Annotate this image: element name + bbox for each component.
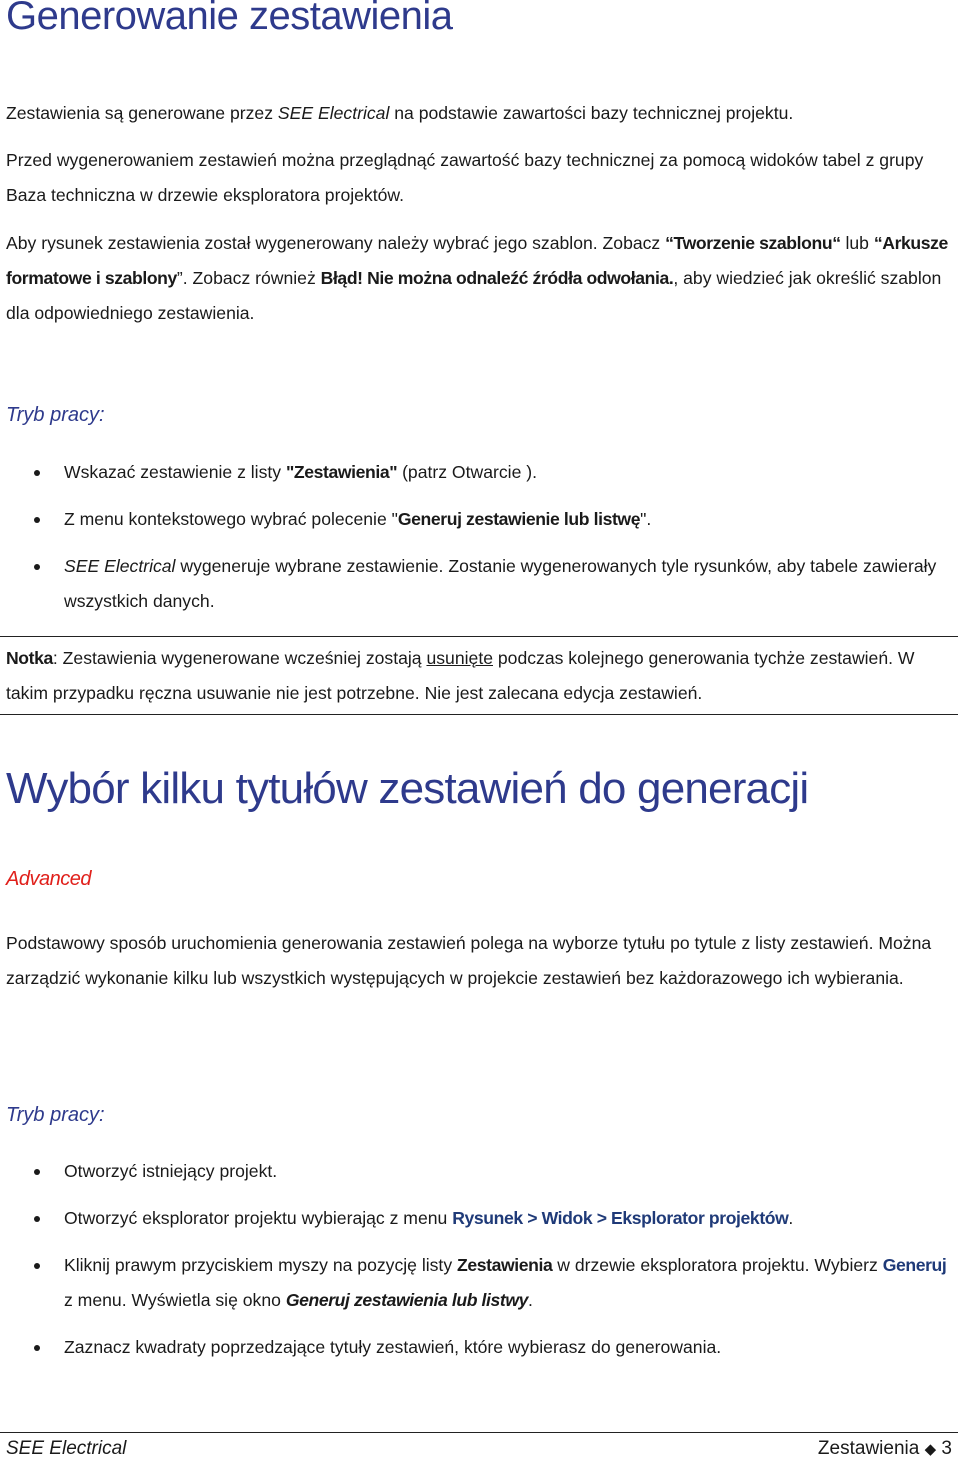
template-text-d: , aby wiedzieć jak określić szablon dla odpowiedniego zestawienia. — [6, 268, 942, 323]
diamond-icon: ◆ — [924, 1441, 937, 1458]
step-text: (patrz Otwarcie ). — [397, 462, 537, 482]
quote-close-2: ” — [176, 268, 183, 288]
bullet-icon — [34, 470, 40, 476]
quote-open-1: “ — [665, 233, 674, 253]
footer-section: Zestawienia — [817, 1438, 920, 1459]
preview-paragraph: Przed wygenerowaniem zestawień można przeglądnąć zawartość bazy technicznej za pomocą widoków tabel z grupy Baza techniczna w drzewie eksploratora projektów. — [6, 150, 924, 205]
step-text: z menu. Wyświetla się okno — [64, 1290, 286, 1310]
link-arkusze-formatowe[interactable]: Arkusze formatowe i szablony — [6, 233, 948, 288]
steps-list-1 — [0, 455, 950, 631]
intro-text-a: Zestawienia są generowane przez — [6, 103, 278, 123]
step-text: Z menu kontekstowego wybrać polecenie " — [64, 509, 398, 529]
generuj-link[interactable]: Generuj — [882, 1255, 947, 1275]
bullet-icon — [34, 517, 40, 523]
step-text: Kliknij prawym przyciskiem myszy na pozycję listy — [64, 1255, 458, 1275]
quote-open-2: “ — [873, 233, 883, 253]
step-text: Wskazać zestawienie z listy — [64, 462, 286, 482]
bullet-icon — [34, 1263, 40, 1269]
step-text: Otworzyć eksplorator projektu wybierając z menu — [64, 1208, 453, 1228]
steps-list-2 — [0, 1154, 950, 1377]
link-broken-reference[interactable]: Błąd! Nie można odnaleźć źródła odwołania. — [320, 268, 674, 288]
step-text: Zaznacz kwadraty poprzedzające tytuły zestawień, które wybierasz do generowania. — [64, 1337, 722, 1357]
list-item — [0, 1154, 950, 1189]
step-text: ". — [640, 509, 652, 529]
bullet-icon — [34, 1216, 40, 1222]
step-text: w drzewie eksploratora projektu. Wybierz — [552, 1255, 883, 1275]
list-item — [0, 1330, 950, 1365]
menu-path-link[interactable]: Rysunek > Widok > Eksplorator projektów — [452, 1208, 789, 1228]
intro-text-b: na podstawie zawartości bazy technicznej projektu. — [389, 103, 794, 123]
bullet-icon — [34, 1345, 40, 1351]
footer-divider — [0, 1432, 958, 1433]
note-label: Notka — [6, 648, 53, 668]
bullet-icon — [34, 1169, 40, 1175]
bullet-icon — [34, 564, 40, 570]
intro-paragraph — [6, 96, 951, 131]
mode-heading-1: Tryb pracy: — [6, 404, 105, 426]
quote-close-1: “ — [832, 233, 841, 253]
note-text-b: podczas kolejnego generowania tychże zestawień. W takim przypadku ręczna usuwanie nie jest potrzebne. Nie jest zalecana edycja zestawień. — [6, 648, 915, 703]
note-text-a: : Zestawienia wygenerowane wcześniej zostają — [52, 648, 427, 668]
product-name: SEE Electrical — [64, 556, 176, 576]
advanced-badge: Advanced — [6, 868, 91, 890]
section-title-generowanie: Generowanie zestawienia — [6, 0, 453, 38]
step-text: wygeneruje wybrane zestawienie. Zostanie wygenerowanych tyle rysunków, aby tabele zawierały wszystkich danych. — [64, 556, 937, 611]
page-number: 3 — [941, 1438, 952, 1459]
note-box — [0, 636, 958, 715]
step-text: . — [788, 1208, 794, 1228]
step-strong: Zestawienia — [457, 1255, 553, 1275]
template-paragraph — [6, 226, 951, 331]
footer-product: SEE Electrical — [6, 1438, 127, 1459]
template-text-c: . Zobacz również — [182, 268, 321, 288]
step-strong: Generuj zestawienie lub listwę — [397, 509, 641, 529]
basic-paragraph: Podstawowy sposób uruchomienia generowania zestawień polega na wyborze tytułu po tytule z listy zestawień. Można zarządzić wykonanie kilku lub wszystkich występujących w projekcie zestawień bez każdorazowego ich wybierania. — [6, 933, 932, 988]
product-name: SEE Electrical — [277, 103, 390, 123]
step-text: Otworzyć istniejący projekt. — [64, 1161, 278, 1181]
template-text-a: Aby rysunek zestawienia został wygenerowany należy wybrać jego szablon. Zobacz — [6, 233, 666, 253]
list-item — [0, 502, 950, 537]
step-strong: "Zestawienia" — [285, 462, 398, 482]
dialog-name: Generuj zestawienia lub listwy — [285, 1290, 529, 1310]
section-title-wybor: Wybór kilku tytułów zestawień do generacji — [6, 764, 809, 813]
list-item — [0, 549, 950, 619]
list-item — [0, 1201, 950, 1236]
mode-heading-2: Tryb pracy: — [6, 1104, 105, 1126]
list-item — [0, 1248, 950, 1318]
step-text: . — [528, 1290, 533, 1310]
list-item — [0, 455, 950, 490]
link-tworzenie-szablonu[interactable]: Tworzenie szablonu — [673, 233, 833, 253]
note-underlined: usunięte — [426, 648, 493, 668]
template-text-b: lub — [840, 233, 874, 253]
footer-page-info — [818, 1438, 952, 1460]
